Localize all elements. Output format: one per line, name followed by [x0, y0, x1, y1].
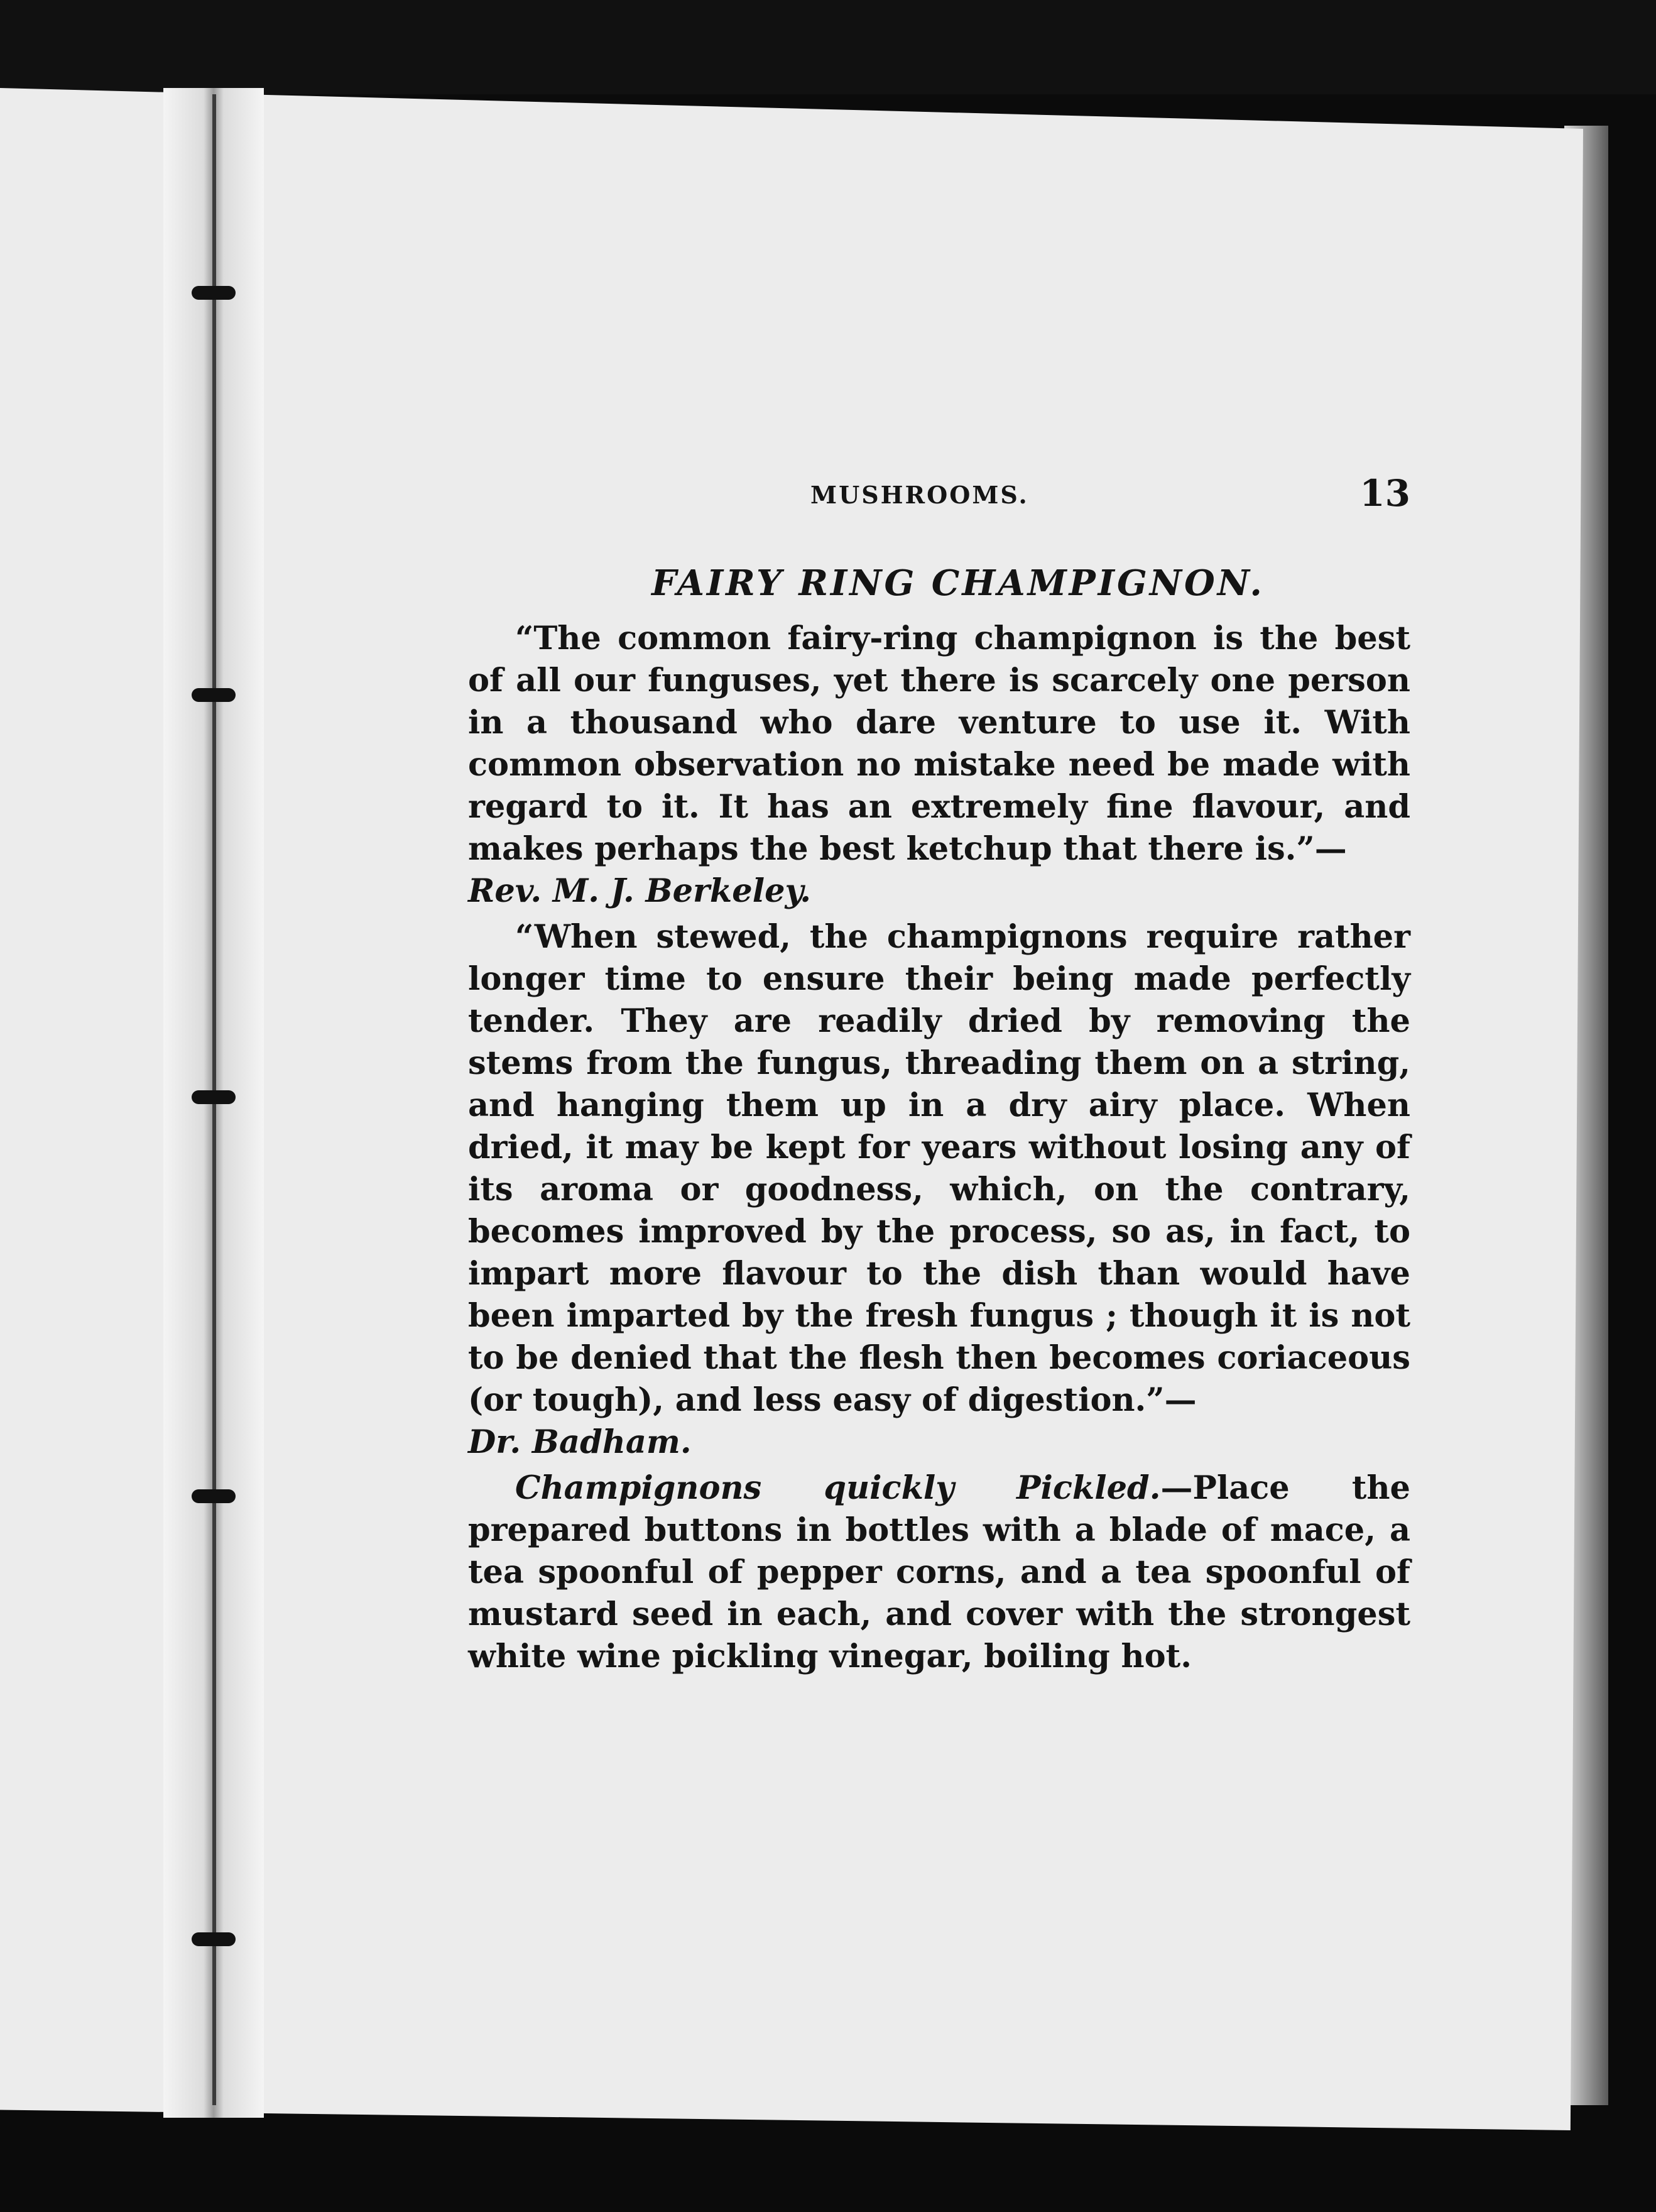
binding-stitch [192, 1090, 236, 1104]
binding-stitch [192, 1489, 236, 1503]
running-head: MUSHROOMS. [810, 481, 1029, 509]
attribution-badham: Dr. Badham. [468, 1423, 692, 1461]
recipe-text: —Place the prepared buttons in bottles with a blade of mace, a tea spoonful of pepper corns, and a tea spoonful of mustard seed in each, and cover with the strongest white wine pickling vinegar, boiling hot. [468, 1469, 1410, 1675]
quote-badham: “When stewed, the champignons require rather longer time to ensure their being made perfectly tender. They are readily dried by removing the stems from the fungus, threading them on a string, and hanging them up in a dry airy place. When dried, it may be kept for years without losing any of its aroma or goodness, which, on the contrary, becomes improved by the process, so as, in fact, to impart more flavour to the dish than would have been imparted by the fresh fungus ; though it is not to be denied that the flesh then becomes coriaceous (or tough), and less easy of digestion.”— [468, 918, 1410, 1419]
binding-stitch [192, 1932, 236, 1946]
attribution-berkeley: Rev. M. J. Berkeley. [468, 872, 812, 910]
binding-stitch [192, 688, 236, 702]
scan-background [0, 0, 1656, 94]
page-number: 13 [1359, 472, 1410, 515]
recipe-paragraph [468, 1467, 1410, 1678]
page-text [468, 472, 1410, 1678]
recipe-title: Champignons quickly Pickled. [515, 1469, 1161, 1507]
quote-berkeley: “The common fairy-ring champignon is the best of all our funguses, yet there is scarcely one person in a thousand who dare venture to use it. With common observation no mistake need be made with regard to it. It has an extremely fine flavour, and makes perhaps the best ketchup that there is.”— [468, 620, 1410, 868]
section-title: FAIRY RING CHAMPIGNON. [651, 562, 1265, 604]
page-header [468, 472, 1410, 525]
binding-stitch [192, 286, 236, 300]
